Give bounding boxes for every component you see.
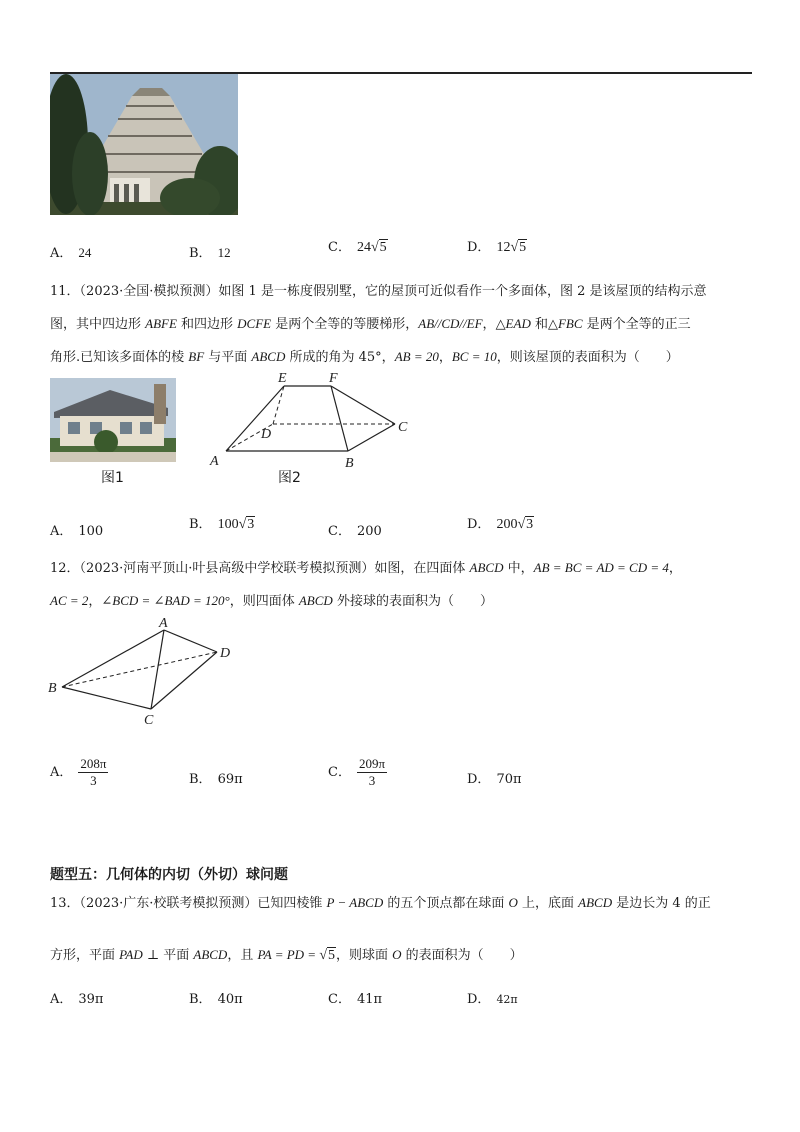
q13-option-c[interactable]: C． 41π [328,992,383,1007]
q11-fig2-caption: 图2 [278,470,301,486]
q10-building-photo [50,74,238,215]
edge-fb [331,386,348,451]
label-b: B [48,681,57,696]
edge-cd [151,652,217,709]
q13-option-d[interactable]: D． 42π [467,992,518,1007]
q10-option-b[interactable]: B． 12 [189,245,231,261]
edge-bc [348,424,395,451]
q11-stem [50,276,754,374]
edge-ba [62,630,164,687]
q12-stem [50,552,754,618]
q11-line-3: 角形.已知该多面体的棱 BF 与平面 ABCD 所成的角为 45°，AB = 20，BC = 10，则该屋顶的表面积为（ ） [50,349,679,365]
q12-line-1: 12．（2023·河南平顶山·叶县高级中学校联考模拟预测）如图，在四面体 ABCD 中，AB = BC = AD = CD = 4， [50,560,682,576]
section-heading: 题型五：几何体的内切（外切）球问题 [50,867,288,883]
edge-ad [164,630,217,652]
edge-fc [331,386,395,424]
q13-line-2: 方形，平面 PAD ⊥ 平面 ABCD，且 PA = PD = √5，则球面 O 的表面积为（ ） [50,947,523,963]
q11-line-1: 11．（2023·全国·模拟预测）如图 1 是一栋度假别墅，它的屋顶可近似看作一个多面体，图 2 是该屋顶的结构示意 [50,284,707,299]
sqrt-expression: 24√5 [356,240,387,255]
q11-fig1-caption: 图1 [101,470,124,486]
q13-option-b[interactable]: B． 40π [189,992,243,1007]
label-d: D [220,646,231,661]
q10-option-a[interactable]: A． 24 [50,245,92,261]
q13-option-a[interactable]: A． 39π [50,992,104,1007]
label-e: E [278,371,287,386]
edge-bd [62,652,217,687]
q13-line-1: 13．（2023·广东·校联考模拟预测）已知四棱锥 P − ABCD 的五个顶点都在球面 O 上，底面 ABCD 是边长为 4 的正 [50,895,711,911]
label-b: B [345,456,354,470]
q12-option-a[interactable]: A． $\frac{208\pi}{3}$ [50,756,107,788]
edge-bc [62,687,151,709]
q12-option-b[interactable]: B． 69π [189,772,243,787]
q11-line-2: 图，其中四边形 ABFE 和四边形 DCFE 是两个全等的等腰梯形，AB//CD//EF，△EAD 和△FBC 是两个全等的正三 [50,316,691,332]
sqrt-expression: 200√3 [496,517,534,532]
fraction: $\frac{208\pi}{3}$ [80,756,107,788]
q12-option-d[interactable]: D． 70π [467,772,522,787]
label-a: A [159,616,168,631]
label-a: A [210,454,219,469]
q11-option-c[interactable]: C． 200 [328,524,382,539]
q12-tetrahedron-diagram [40,612,250,727]
label-c: C [398,420,408,435]
edge-ac [151,630,164,709]
fraction: $\frac{209\pi}{3}$ [358,756,386,788]
label-d: D [261,427,272,442]
label-c: C [144,713,154,727]
edge-ae [226,386,284,451]
q10-option-d[interactable]: D． 12√5 [467,240,527,255]
q11-option-a[interactable]: A． 100 [50,524,104,539]
q11-option-b[interactable]: B． 100√3 [189,517,255,532]
sqrt-expression: 100√3 [217,517,255,532]
sqrt-expression: 12√5 [496,240,527,255]
q11-roof-diagram [205,370,420,470]
q11-villa-photo [50,378,176,462]
q11-option-d[interactable]: D． 200√3 [467,517,534,532]
q10-option-c[interactable]: C． 24√5 [328,240,387,255]
label-f: F [329,371,338,386]
q12-option-c[interactable]: C． $\frac{209\pi}{3}$ [328,756,386,788]
q12-line-2: AC = 2，∠BCD = ∠BAD = 120°，则四面体 ABCD 外接球的表面积为（ ） [50,593,493,609]
